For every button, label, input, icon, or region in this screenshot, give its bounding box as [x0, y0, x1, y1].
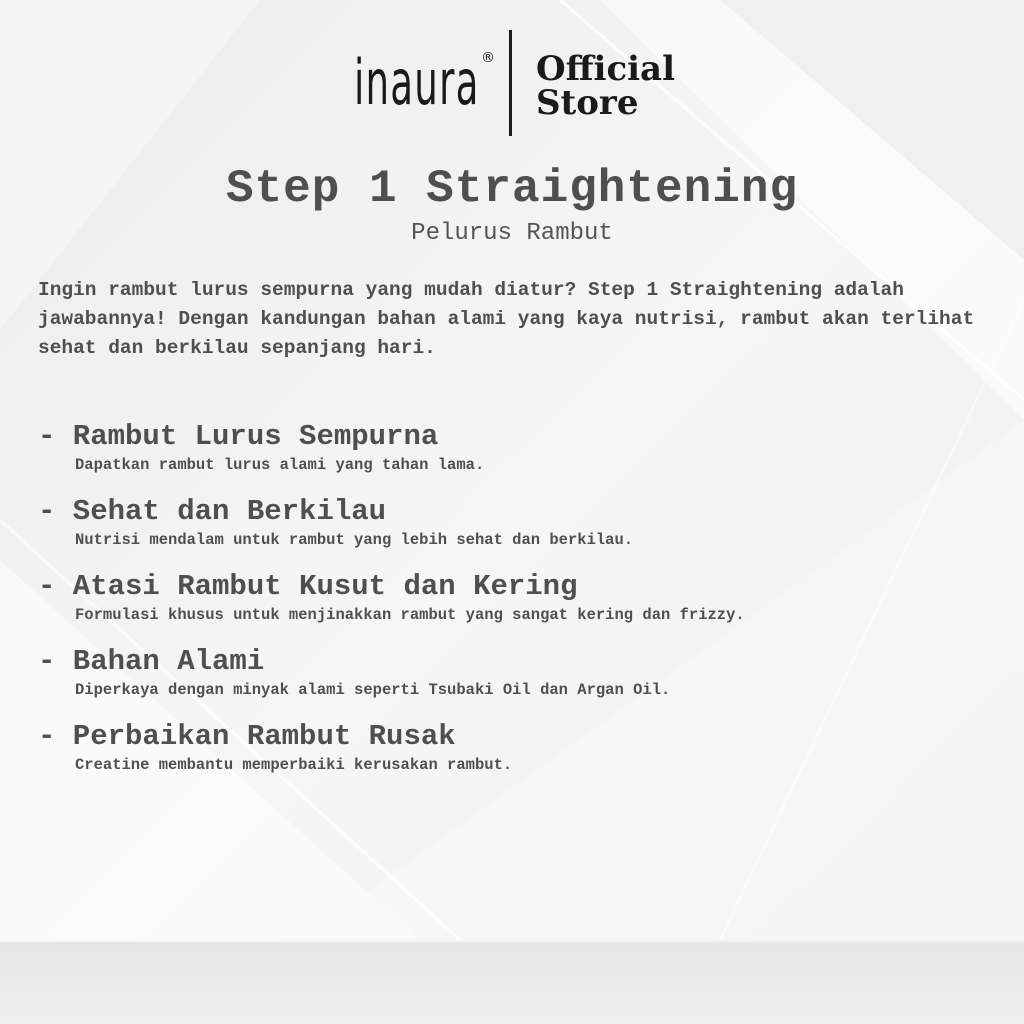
- feature-item: [38, 570, 1008, 645]
- registered-mark: ®: [481, 50, 495, 66]
- feature-description: Nutrisi mendalam untuk rambut yang lebih sehat dan berkilau.: [75, 531, 634, 549]
- feature-description: Dapatkan rambut lurus alami yang tahan lama.: [75, 456, 485, 474]
- feature-description: Diperkaya dengan minyak alami seperti Tsubaki Oil dan Argan Oil.: [75, 681, 671, 699]
- bottom-band: [0, 942, 1024, 1024]
- feature-title: - Atasi Rambut Kusut dan Kering: [38, 570, 578, 603]
- feature-item: [38, 720, 1008, 795]
- product-subtitle: Pelurus Rambut: [411, 220, 613, 247]
- feature-title: - Rambut Lurus Sempurna: [38, 420, 439, 453]
- store-header: [352, 30, 712, 140]
- feature-item: [38, 420, 1008, 495]
- feature-list: [38, 420, 1008, 795]
- header-divider: [509, 30, 512, 136]
- feature-item: [38, 645, 1008, 720]
- product-title: Step 1 Straightening: [225, 163, 799, 215]
- brand-logo[interactable]: inaura: [354, 46, 480, 119]
- feature-title: - Perbaikan Rambut Rusak: [38, 720, 456, 753]
- feature-item: [38, 495, 1008, 570]
- feature-title: - Bahan Alami: [38, 645, 265, 678]
- official-store-label: Official Store: [536, 49, 676, 123]
- feature-description: Creatine membantu memperbaiki kerusakan rambut.: [75, 756, 513, 774]
- intro-paragraph: Ingin rambut lurus sempurna yang mudah diatur? Step 1 Straightening adalah jawabannya! Dengan kandungan bahan alami yang kaya nutrisi, rambut akan terlihat sehat dan berkilau sepanjang hari.: [38, 279, 975, 359]
- feature-title: - Sehat dan Berkilau: [38, 495, 387, 528]
- feature-description: Formulasi khusus untuk menjinakkan rambut yang sangat kering dan frizzy.: [75, 606, 745, 624]
